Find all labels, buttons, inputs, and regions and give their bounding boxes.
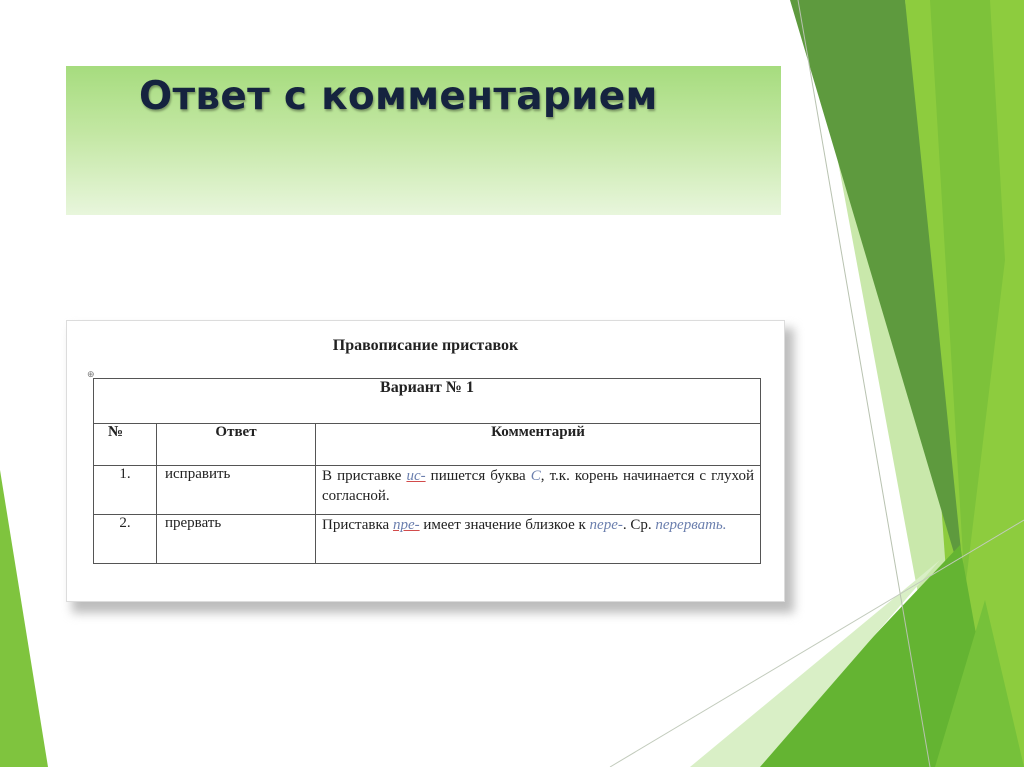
answer-table (93, 378, 761, 564)
variant-label: Вариант № 1 (94, 379, 761, 424)
column-header-number: № (94, 424, 157, 466)
comment-highlight: С (530, 468, 541, 484)
row-comment (316, 466, 761, 515)
row-number: 2. (94, 515, 157, 564)
comment-text: , т.к. корень начинается с глухой согласной. (322, 468, 754, 504)
table-move-handle-icon: ⊕ (87, 369, 95, 379)
comment-highlight: перервать. (655, 517, 727, 533)
comment-text: пишется буква (425, 468, 531, 484)
row-comment (316, 515, 761, 564)
left-green-shape (0, 470, 48, 767)
column-header-comment: Комментарий (316, 424, 761, 466)
comment-text: . Ср. (622, 517, 656, 533)
comment-highlight: пере- (589, 517, 623, 533)
comment-text: имеет значение близкое к (419, 517, 590, 533)
table-row (94, 515, 761, 564)
table-header-row (94, 424, 761, 466)
slide-title: Ответ с комментарием (139, 74, 658, 119)
document-image (66, 320, 785, 602)
column-header-answer: Ответ (157, 424, 316, 466)
document-heading: Правописание приставок (332, 337, 519, 354)
comment-text: Приставка (322, 517, 393, 533)
comment-highlight: пре- (392, 517, 420, 533)
row-answer: прервать (157, 515, 316, 564)
variant-row (94, 379, 761, 424)
row-answer: исправить (157, 466, 316, 515)
comment-text: В приставке (322, 468, 407, 484)
table-row (94, 466, 761, 515)
comment-highlight: ис- (406, 468, 426, 484)
row-number: 1. (94, 466, 157, 515)
